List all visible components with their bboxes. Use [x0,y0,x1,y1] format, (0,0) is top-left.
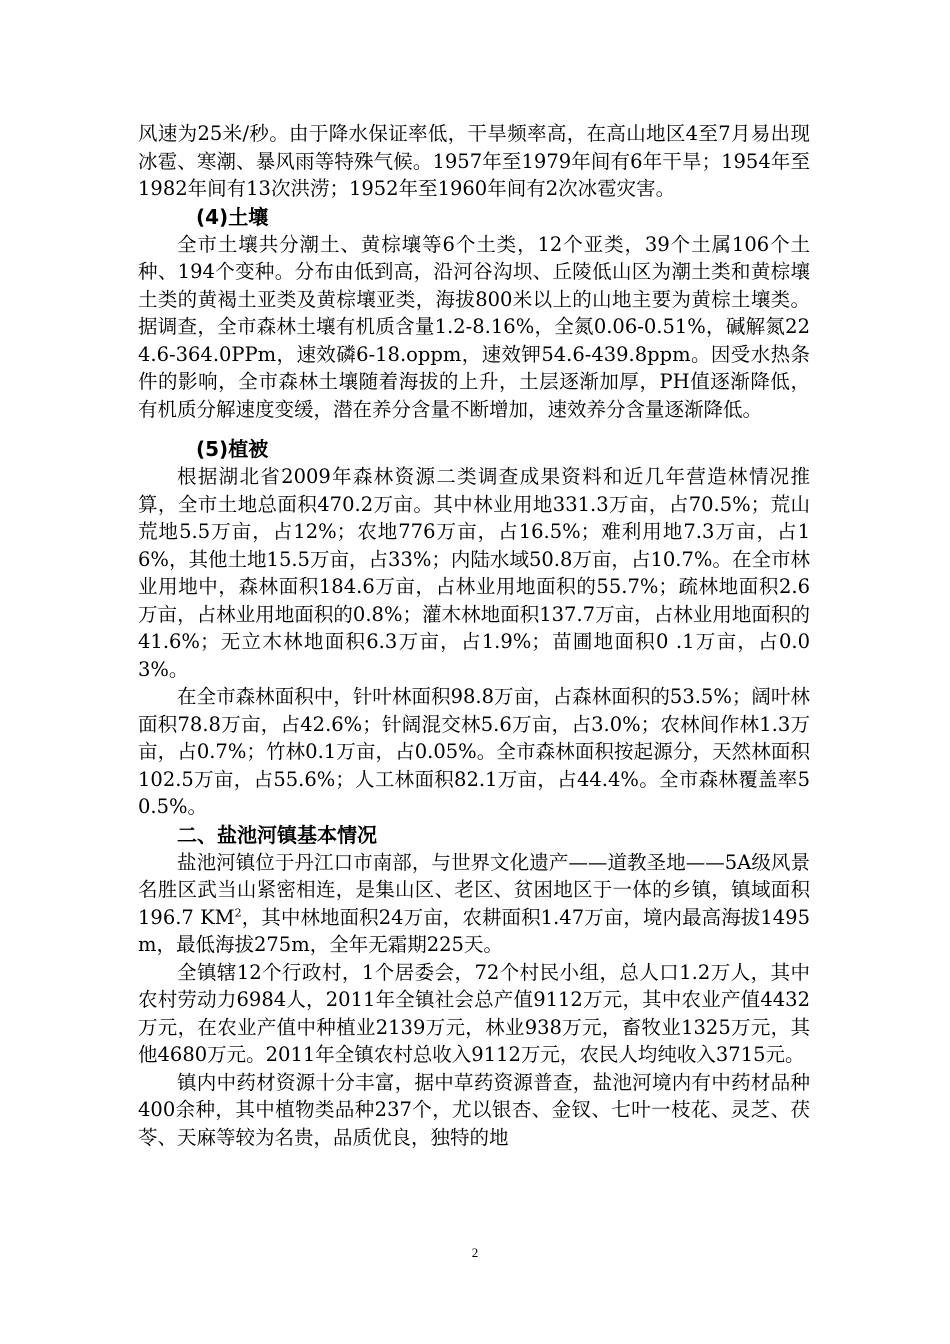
paragraph-vegetation-1: 根据湖北省2009年森林资源二类调查成果资料和近几年营造林情况推算，全市土地总面积470.2万亩。其中林业用地331.3万亩，占70.5%；荒山荒地5.5万亩，占12%；农地776万亩，占16.5%；难利用地7.3万亩，占16%，其他土地15.5万亩，占33%；内陆水域50.8万亩，占10.7%。在全市林业用地中，森林面积184.6万亩，占林业用地面积的55.7%；疏林地面积2.6万亩，占林业用地面积的0.8%；灌木林地面积137.7万亩，占林业用地面积的41.6%；无立木林地面积6.3万亩，占1.9%；苗圃地面积0 .1万亩，占0.03%。 [138,465,810,681]
paragraph-town-1 [138,849,810,959]
spacer [138,423,810,435]
heading-soil: (4)土壤 [196,204,269,229]
town-text-b: ，其中林地面积24万亩，农耕面积1.47万亩，境内最高海拔1495m，最低海拔275m，全年无霜期225天。 [138,905,810,956]
paragraph-vegetation-2: 在全市森林面积中，针叶林面积98.8万亩，占森林面积的53.5%；阔叶林面积78.8万亩，占42.6%；针阔混交林5.6万亩，占3.0%；农林间作林1.3万亩，占0.7%；竹林0.1万亩，占0.05%。全市森林面积按起源分，天然林面积102.5万亩，占55.6%；人工林面积82.1万亩，占44.4%。全市森林覆盖率50.5%。 [138,685,810,818]
paragraph-climate: 风速为25米/秒。由于降水保证率低，干旱频率高，在高山地区4至7月易出现冰雹、寒潮、暴风雨等特殊气候。1957年至1979年间有6年干旱；1954年至1982年间有13次洪涝；1952年至1960年间有2次冰雹灾害。 [138,122,810,200]
document-body [138,120,810,1151]
paragraph-town-2: 全镇辖12个行政村，1个居委会，72个村民小组，总人口1.2万人，其中农村劳动力6984人，2011年全镇社会总产值9112万元，其中农业产值4432万元，在农业产值中种植业2139万元，林业938万元，畜牧业1325万元，其他4680万元。2011年全镇农村总收入9112万元，农民人均纯收入3715元。 [138,960,810,1066]
paragraph-town-3: 镇内中药材资源十分丰富，据中草药资源普查，盐池河境内有中药材品种400余种，其中植物类品种237个，尤以银杏、金钗、七叶一枝花、灵芝、茯苓、天麻等较为名贵，品质优良，独特的地 [138,1070,810,1149]
paragraph-soil: 全市土壤共分潮土、黄棕壤等6个土类，12个亚类，39个土属106个土种、194个变种。分布由低到高，沿河谷沟坝、丘陵低山区为潮土类和黄棕壤土类的黄褐土亚类及黄棕壤亚类，海拔800米以上的山地主要为黄棕土壤类。据调查，全市森林土壤有机质含量1.2-8.16%，全氮0.06-0.51%，碱解氮224.6-364.0PPm，速效磷6-18.oppm，速效钾54.6-439.8ppm。因受水热条件的影响，全市森林土壤随着海拔的上升，土层逐渐加厚，PH值逐渐降低，有机质分解速度变缓，潜在养分含量不断增加，速效养分含量逐渐降低。 [138,232,810,421]
town-text-a: 盐池河镇位于丹江口市南部，与世界文化遗产——道教圣地——5A级风景名胜区武当山紧密相连，是集山区、老区、贫困地区于一体的乡镇，镇域面积196.7 KM [138,850,810,929]
page-number: 2 [471,1245,479,1260]
heading-town: 二、盐池河镇基本情况 [177,822,377,847]
heading-vegetation: (5)植被 [196,437,269,461]
superscript: 2 [234,906,242,919]
